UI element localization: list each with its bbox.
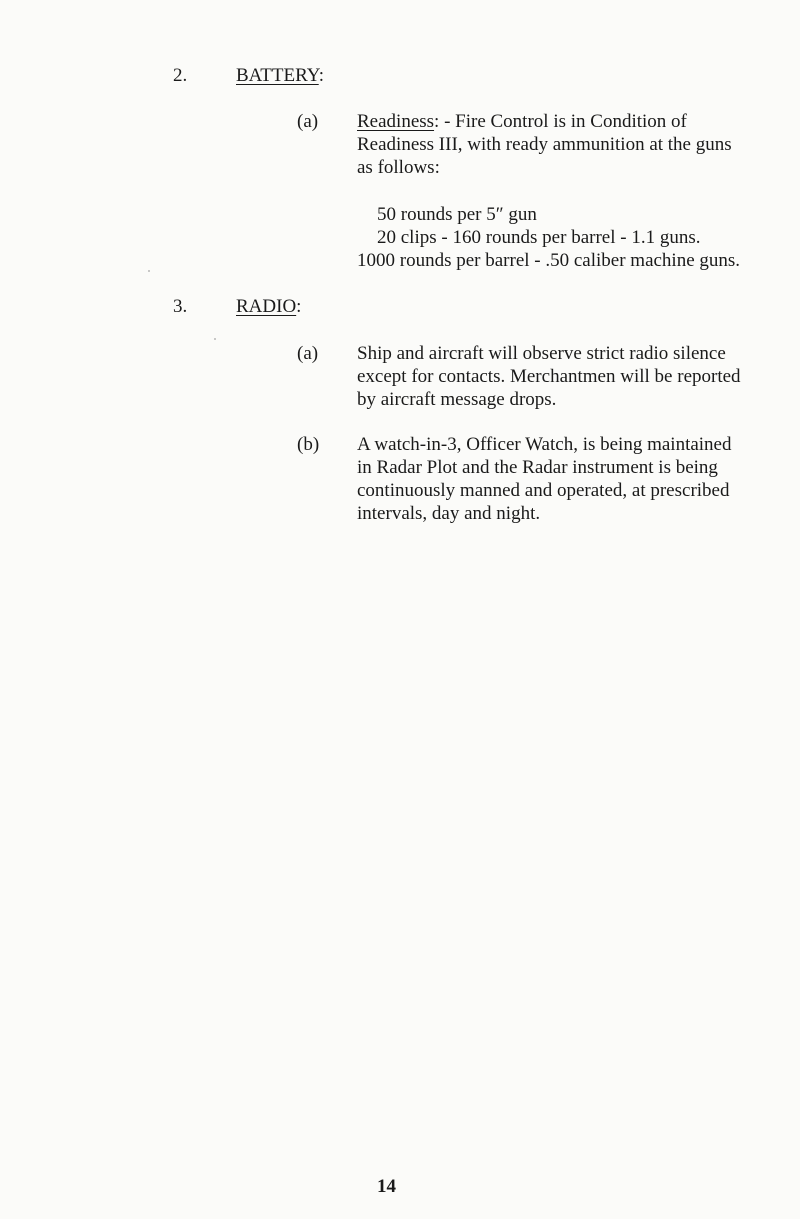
ammunition-line: 50 rounds per 5″ gun — [377, 204, 537, 225]
item-title-readiness: Readiness — [357, 111, 435, 132]
ammunition-line: 1000 rounds per barrel - .50 caliber machine guns. — [357, 250, 741, 271]
ammunition-line: 20 clips - 160 rounds per barrel - 1.1 guns. — [377, 227, 701, 248]
item-line-text: : - Fire Control is in Condition of — [434, 111, 687, 132]
item-line: in Radar Plot and the Radar instrument is being — [357, 457, 718, 478]
section-heading-text: RADIO — [236, 296, 297, 317]
item-line: by aircraft message drops. — [357, 389, 557, 410]
item-line: Readiness III, with ready ammunition at the guns — [357, 134, 732, 155]
item-label-2a: (a) — [297, 111, 319, 132]
item-line: A watch-in-3, Officer Watch, is being maintained — [357, 434, 732, 455]
item-label-3b: (b) — [297, 434, 320, 455]
item-text-3b — [357, 433, 732, 525]
scan-speck — [148, 270, 150, 272]
item-line — [357, 110, 732, 133]
item-text-3a — [357, 342, 741, 411]
section-number-2: 2. — [173, 65, 188, 86]
item-line: intervals, day and night. — [357, 503, 541, 524]
scan-speck — [214, 338, 216, 340]
item-line: continuously manned and operated, at prescribed — [357, 480, 730, 501]
item-label-3a: (a) — [297, 343, 319, 364]
section-heading-battery — [236, 64, 324, 87]
item-line: except for contacts. Merchantmen will be reported — [357, 366, 741, 387]
item-text-2a — [357, 110, 732, 179]
page-number: 14 — [377, 1176, 396, 1197]
section-heading-radio — [236, 295, 301, 318]
item-line: Ship and aircraft will observe strict radio silence — [357, 343, 726, 364]
heading-colon: : — [318, 65, 324, 86]
item-line: as follows: — [357, 157, 440, 178]
heading-colon: : — [296, 296, 302, 317]
section-number-3: 3. — [173, 296, 188, 317]
section-heading-text: BATTERY — [236, 65, 319, 86]
